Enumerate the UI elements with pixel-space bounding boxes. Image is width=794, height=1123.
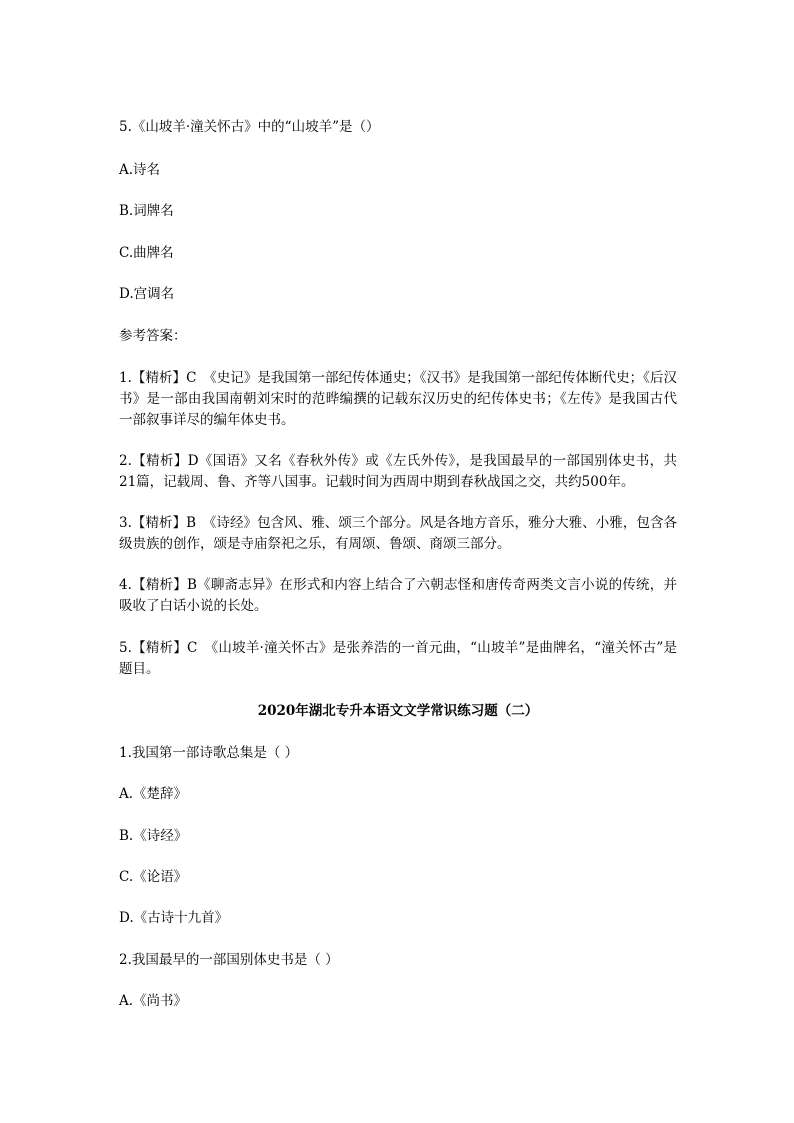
answer-4: 4.【精析】B《聊斋志异》在形式和内容上结合了六朝志怪和唐传奇两类文言小说的传统，并吸收了白话小说的长处。 — [119, 577, 677, 614]
option-a: A.诗名 — [119, 162, 161, 178]
answers-heading: 参考答案： — [119, 328, 187, 344]
option-d: D.《古诗十九首》 — [119, 910, 229, 926]
option-a: A.《楚辞》 — [119, 786, 188, 802]
option-a: A.《尚书》 — [119, 993, 188, 1009]
option-b: B.《诗经》 — [119, 828, 188, 844]
answer-1: 1.【精析】C 《史记》是我国第一部纪传体通史；《汉书》是我国第一部纪传体断代史；《后汉书》是一部由我国南朝刘宋时的范晔编撰的记载东汉历史的纪传体史书；《左传》是我国古代一部叙事详尽的编年体史书。 — [119, 370, 677, 428]
question-1: 1.我国第一部诗歌总集是（ ） — [119, 745, 299, 761]
option-b: B.词牌名 — [119, 203, 174, 219]
section-title: 2020年湖北专升本语文文学常识练习题（二） — [257, 703, 539, 719]
answer-5: 5.【精析】C 《山坡羊·潼关怀古》是张养浩的一首元曲，“山坡羊”是曲牌名，“潼关怀古”是题目。 — [119, 640, 677, 677]
option-c: C.《论语》 — [119, 869, 188, 885]
answer-2: 2.【精析】D《国语》又名《春秋外传》或《左氏外传》，是我国最早的一部国别体史书，共21篇，记载周、鲁、齐等八国事。记载时间为西周中期到春秋战国之交，共约500年。 — [119, 453, 677, 490]
answer-3: 3.【精析】B 《诗经》包含风、雅、颂三个部分。风是各地方音乐，雅分大雅、小雅，包含各级贵族的创作，颂是寺庙祭祀之乐，有周颂、鲁颂、商颂三部分。 — [119, 515, 677, 552]
question-2: 2.我国最早的一部国别体史书是（ ） — [119, 952, 339, 968]
option-d: D.宫调名 — [119, 286, 175, 302]
question-5: 5.《山坡羊·潼关怀古》中的“山坡羊”是（） — [119, 119, 380, 135]
option-c: C.曲牌名 — [119, 245, 174, 261]
